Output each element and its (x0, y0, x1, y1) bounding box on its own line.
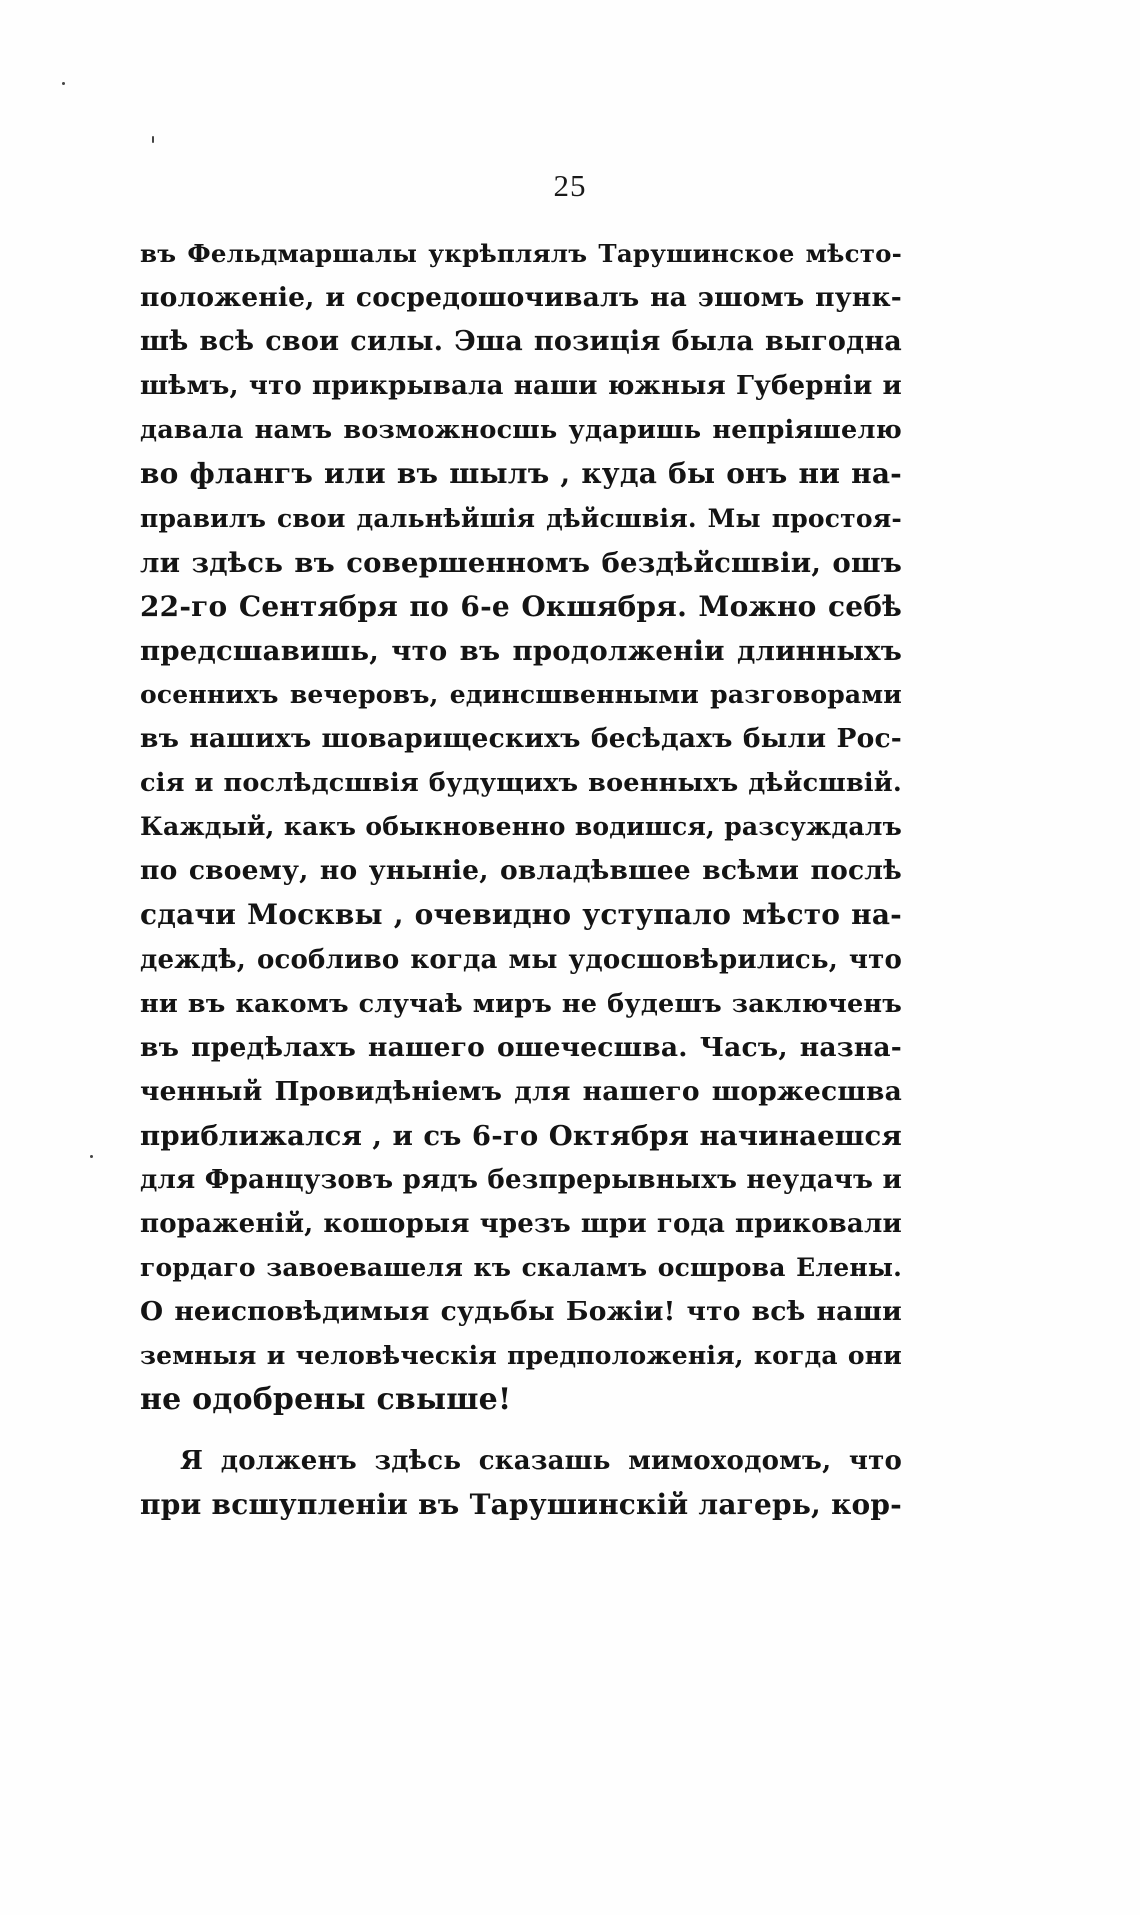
text-line: деждѣ, особливо когда мы удосшовѣрились, что (140, 944, 902, 975)
text-line: ли здѣсь въ совершенномъ бездѣйсшвіи, ошъ (140, 546, 902, 579)
body-text (140, 232, 902, 1527)
text-line: Я долженъ здѣсь сказашь мимоходомъ, что (180, 1445, 902, 1476)
text-line: сдачи Москвы , очевидно уступало мѣсто на- (140, 898, 902, 932)
text-line: гордаго завоевашеля къ скаламъ осшрова Елены. (140, 1253, 902, 1283)
print-speck (152, 136, 154, 143)
text-line: давала намъ возможносшь ударишь непріяшелю (140, 415, 902, 446)
text-line: положеніе, и сосредошочивалъ на эшомъ пунк- (140, 282, 902, 314)
text-line: пораженій, кошорыя чрезъ шри года приковали (140, 1209, 902, 1240)
text-line: шѣмъ, что прикрывала наши южныя Губерніи и (140, 371, 902, 402)
text-line: О неисповѣдимыя судьбы Божіи! что всѣ наши (140, 1296, 902, 1328)
text-line: во флангъ или въ шылъ , куда бы онъ ни на- (140, 457, 902, 491)
text-line: правилъ свои дальнѣйшія дѣйсшвія. Мы простоя- (140, 503, 902, 533)
text-line: ченный Провидѣніемъ для нашего шоржесшва (140, 1075, 902, 1107)
text-line: по своему, но уныніе, овладѣвшее всѣми послѣ (140, 855, 902, 887)
text-line: предсшавишь, что въ продолженіи длинныхъ (140, 634, 902, 667)
text-line: 22-го Сентября по 6-е Окшября. Можно себѣ (140, 589, 902, 623)
text-line: въ Фельдмаршалы укрѣплялъ Тарушинское мѣсто- (140, 239, 902, 268)
text-line: приближался , и съ 6-го Октября начинаешся (140, 1119, 902, 1152)
text-line: въ предѣлахъ нашего ошечесшва. Часъ, назна- (140, 1031, 902, 1063)
text-line: Каждый, какъ обыкновенно водишся, разсуждалъ (140, 812, 902, 842)
text-line: не одобрены свыше! (140, 1382, 512, 1418)
text-line: для Французовъ рядъ безпрерывныхъ неудачъ и (140, 1164, 902, 1195)
paragraph-gap (140, 1423, 902, 1439)
text-line: земныя и человѣческія предположенія, когда они (140, 1341, 902, 1371)
page-number: 25 (553, 168, 587, 203)
print-speck (90, 1155, 93, 1158)
text-line: осеннихъ вечеровъ, единсшвенными разговорами (140, 679, 902, 709)
text-line: сія и послѣдсшвія будущихъ военныхъ дѣйсшвій. (140, 768, 902, 799)
text-line: при всшупленіи въ Тарушинскій лагерь, кор- (140, 1487, 902, 1521)
text-line: въ нашихъ шоварищескихъ бесѣдахъ были Рос- (140, 723, 902, 755)
print-speck (62, 82, 65, 85)
text-line: шѣ всѣ свои силы. Эша позиція была выгодна (140, 326, 902, 358)
text-line: ни въ какомъ случаѣ миръ не будешъ заключенъ (140, 988, 902, 1019)
